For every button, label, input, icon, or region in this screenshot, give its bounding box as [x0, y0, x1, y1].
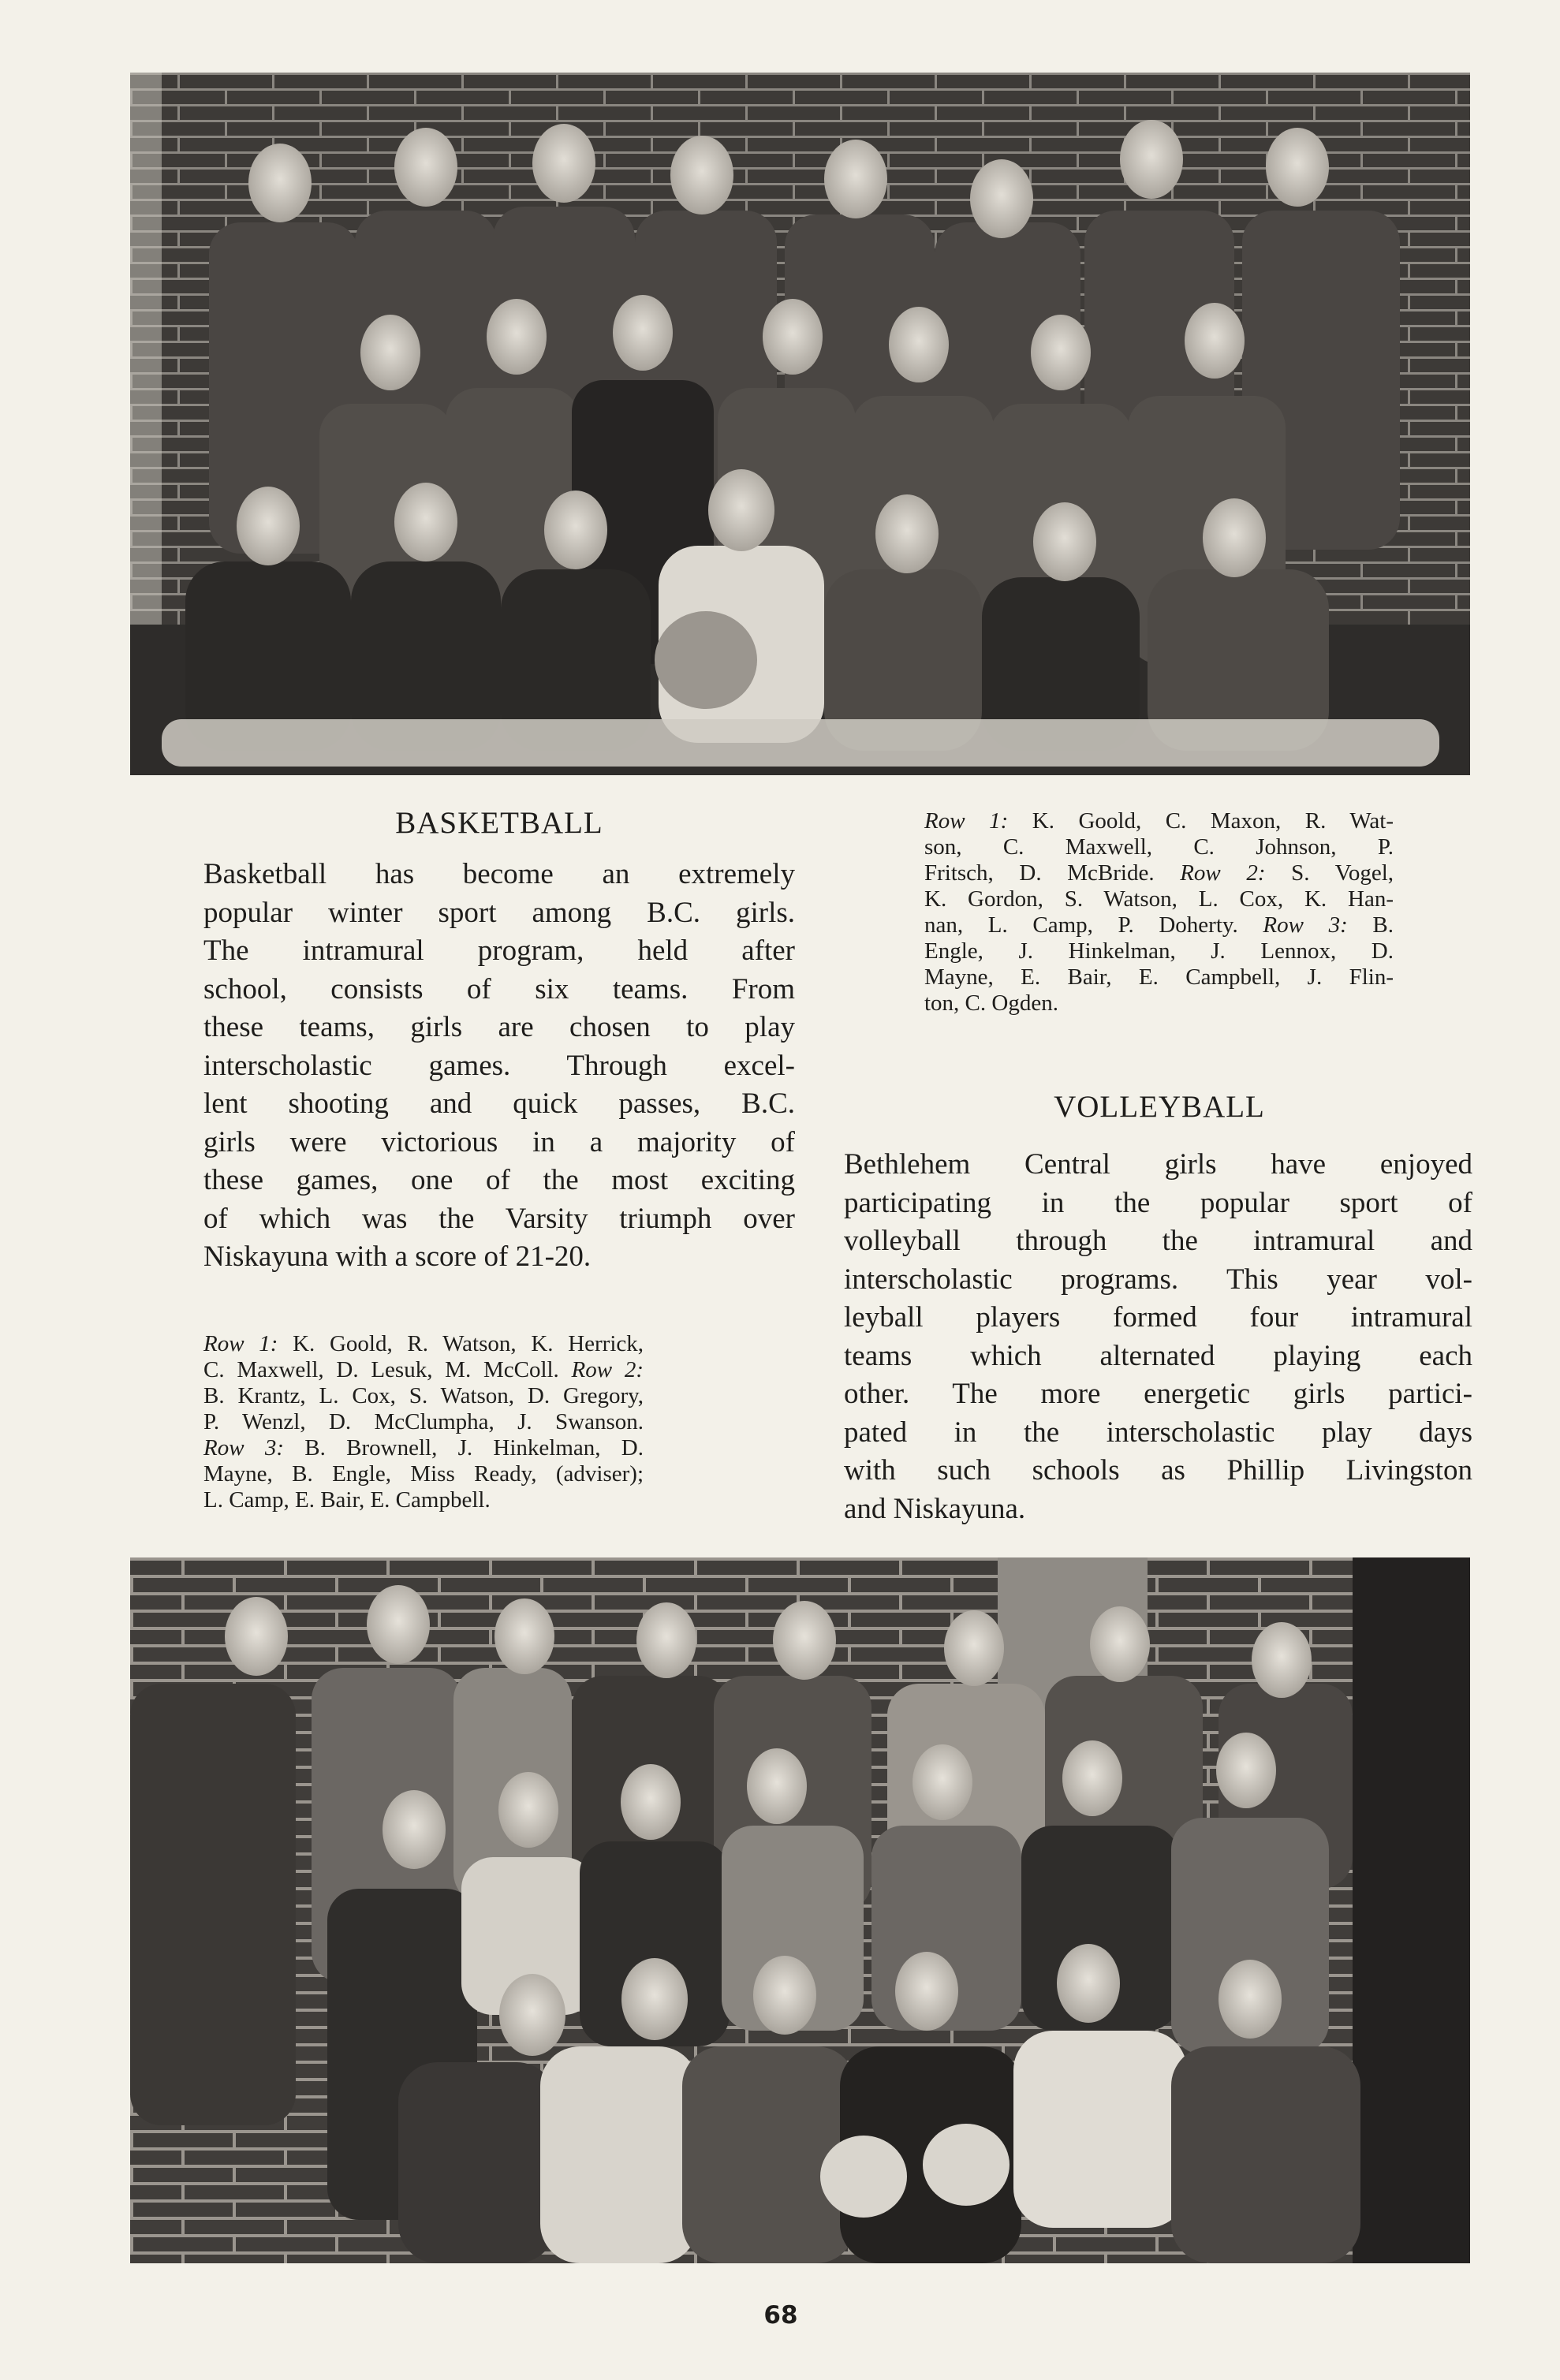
body-line: volleyball through the intramural and	[844, 1225, 1472, 1257]
row-label: Row 1:	[924, 808, 1009, 834]
caption-names: Engle, J. Hinkelman, J. Lennox, D.	[924, 938, 1394, 964]
body-line: of which was the Varsity triumph over	[203, 1202, 795, 1235]
caption-names: K. Goold, C. Maxon, R. Wat-	[1008, 808, 1394, 834]
caption-line	[203, 1487, 644, 1513]
caption-names: Mayne, E. Bair, E. Campbell, J. Flin-	[924, 964, 1394, 990]
body-line: interscholastic programs. This year vol-	[844, 1263, 1472, 1296]
body-line: other. The more energetic girls partici-	[844, 1378, 1472, 1410]
body-line: with such schools as Phillip Livingston	[844, 1454, 1472, 1487]
caption-line	[203, 1461, 644, 1487]
caption-names: S. Vogel,	[1265, 860, 1394, 886]
caption-names: L. Camp, E. Bair, E. Campbell.	[203, 1487, 491, 1513]
caption-line	[924, 990, 1394, 1017]
caption-names: nan, L. Camp, P. Doherty.	[924, 912, 1263, 938]
caption-line	[203, 1383, 644, 1409]
volleyball-caption	[924, 808, 1394, 1017]
caption-names: K. Gordon, S. Watson, L. Cox, K. Han-	[924, 886, 1394, 912]
caption-names: P. Wenzl, D. McClumpha, J. Swanson.	[203, 1409, 644, 1434]
caption-names: son, C. Maxwell, C. Johnson, P.	[924, 834, 1394, 860]
caption-line	[203, 1409, 644, 1435]
caption-line	[924, 834, 1394, 860]
caption-names: B. Krantz, L. Cox, S. Watson, D. Gregory,	[203, 1383, 644, 1408]
body-line: and Niskayuna.	[844, 1492, 1026, 1525]
body-line: lent shooting and quick passes, B.C.	[203, 1087, 795, 1120]
row-label: Row 2:	[571, 1357, 644, 1382]
caption-names: B.	[1347, 912, 1394, 938]
basketball-heading: BASKETBALL	[395, 806, 603, 840]
volleyball-heading: VOLLEYBALL	[1054, 1090, 1265, 1124]
body-line: popular winter sport among B.C. girls.	[203, 896, 795, 929]
caption-names: Mayne, B. Engle, Miss Ready, (adviser);	[203, 1461, 644, 1487]
basketball-team-photo	[130, 73, 1470, 775]
page-number: 68	[763, 2301, 798, 2330]
caption-line	[924, 860, 1394, 886]
caption-line	[924, 912, 1394, 938]
body-line: Niskayuna with a score of 21-20.	[203, 1240, 592, 1273]
row-label: Row 1:	[203, 1331, 278, 1356]
row-label: Row 3:	[203, 1435, 284, 1460]
row-label: Row 2:	[1180, 860, 1266, 886]
caption-line	[924, 938, 1394, 964]
row-label: Row 3:	[1263, 912, 1348, 938]
caption-line	[924, 886, 1394, 912]
body-line: girls were victorious in a majority of	[203, 1125, 795, 1158]
body-line: pated in the interscholastic play days	[844, 1416, 1472, 1449]
volleyball-photo-image	[130, 1557, 1470, 2263]
body-line: these teams, girls are chosen to play	[203, 1011, 795, 1043]
caption-line	[924, 808, 1394, 834]
body-line: participating in the popular sport of	[844, 1186, 1472, 1219]
body-line: these games, one of the most exciting	[203, 1164, 795, 1196]
caption-names: B. Brownell, J. Hinkelman, D.	[284, 1435, 644, 1460]
caption-names: Fritsch, D. McBride.	[924, 860, 1181, 886]
caption-line	[203, 1435, 644, 1461]
basketball-photo-image	[130, 73, 1470, 775]
body-line: teams which alternated playing each	[844, 1339, 1472, 1372]
body-line: Basketball has become an extremely	[203, 858, 795, 890]
body-line: school, consists of six teams. From	[203, 972, 795, 1005]
caption-line	[203, 1331, 644, 1357]
caption-names: K. Goold, R. Watson, K. Herrick,	[278, 1331, 644, 1356]
body-line: The intramural program, held after	[203, 934, 795, 967]
caption-names: C. Maxwell, D. Lesuk, M. McColl.	[203, 1357, 572, 1382]
caption-line	[924, 964, 1394, 990]
body-line: Bethlehem Central girls have enjoyed	[844, 1148, 1472, 1181]
body-line: leyball players formed four intramural	[844, 1301, 1472, 1334]
body-line: interscholastic games. Through excel-	[203, 1049, 795, 1082]
volleyball-body-text	[844, 1146, 1472, 1528]
caption-names: ton, C. Ogden.	[924, 990, 1058, 1016]
volleyball-team-photo	[130, 1557, 1470, 2263]
basketball-body-text	[203, 856, 795, 1277]
caption-line	[203, 1357, 644, 1383]
basketball-caption	[203, 1331, 644, 1513]
